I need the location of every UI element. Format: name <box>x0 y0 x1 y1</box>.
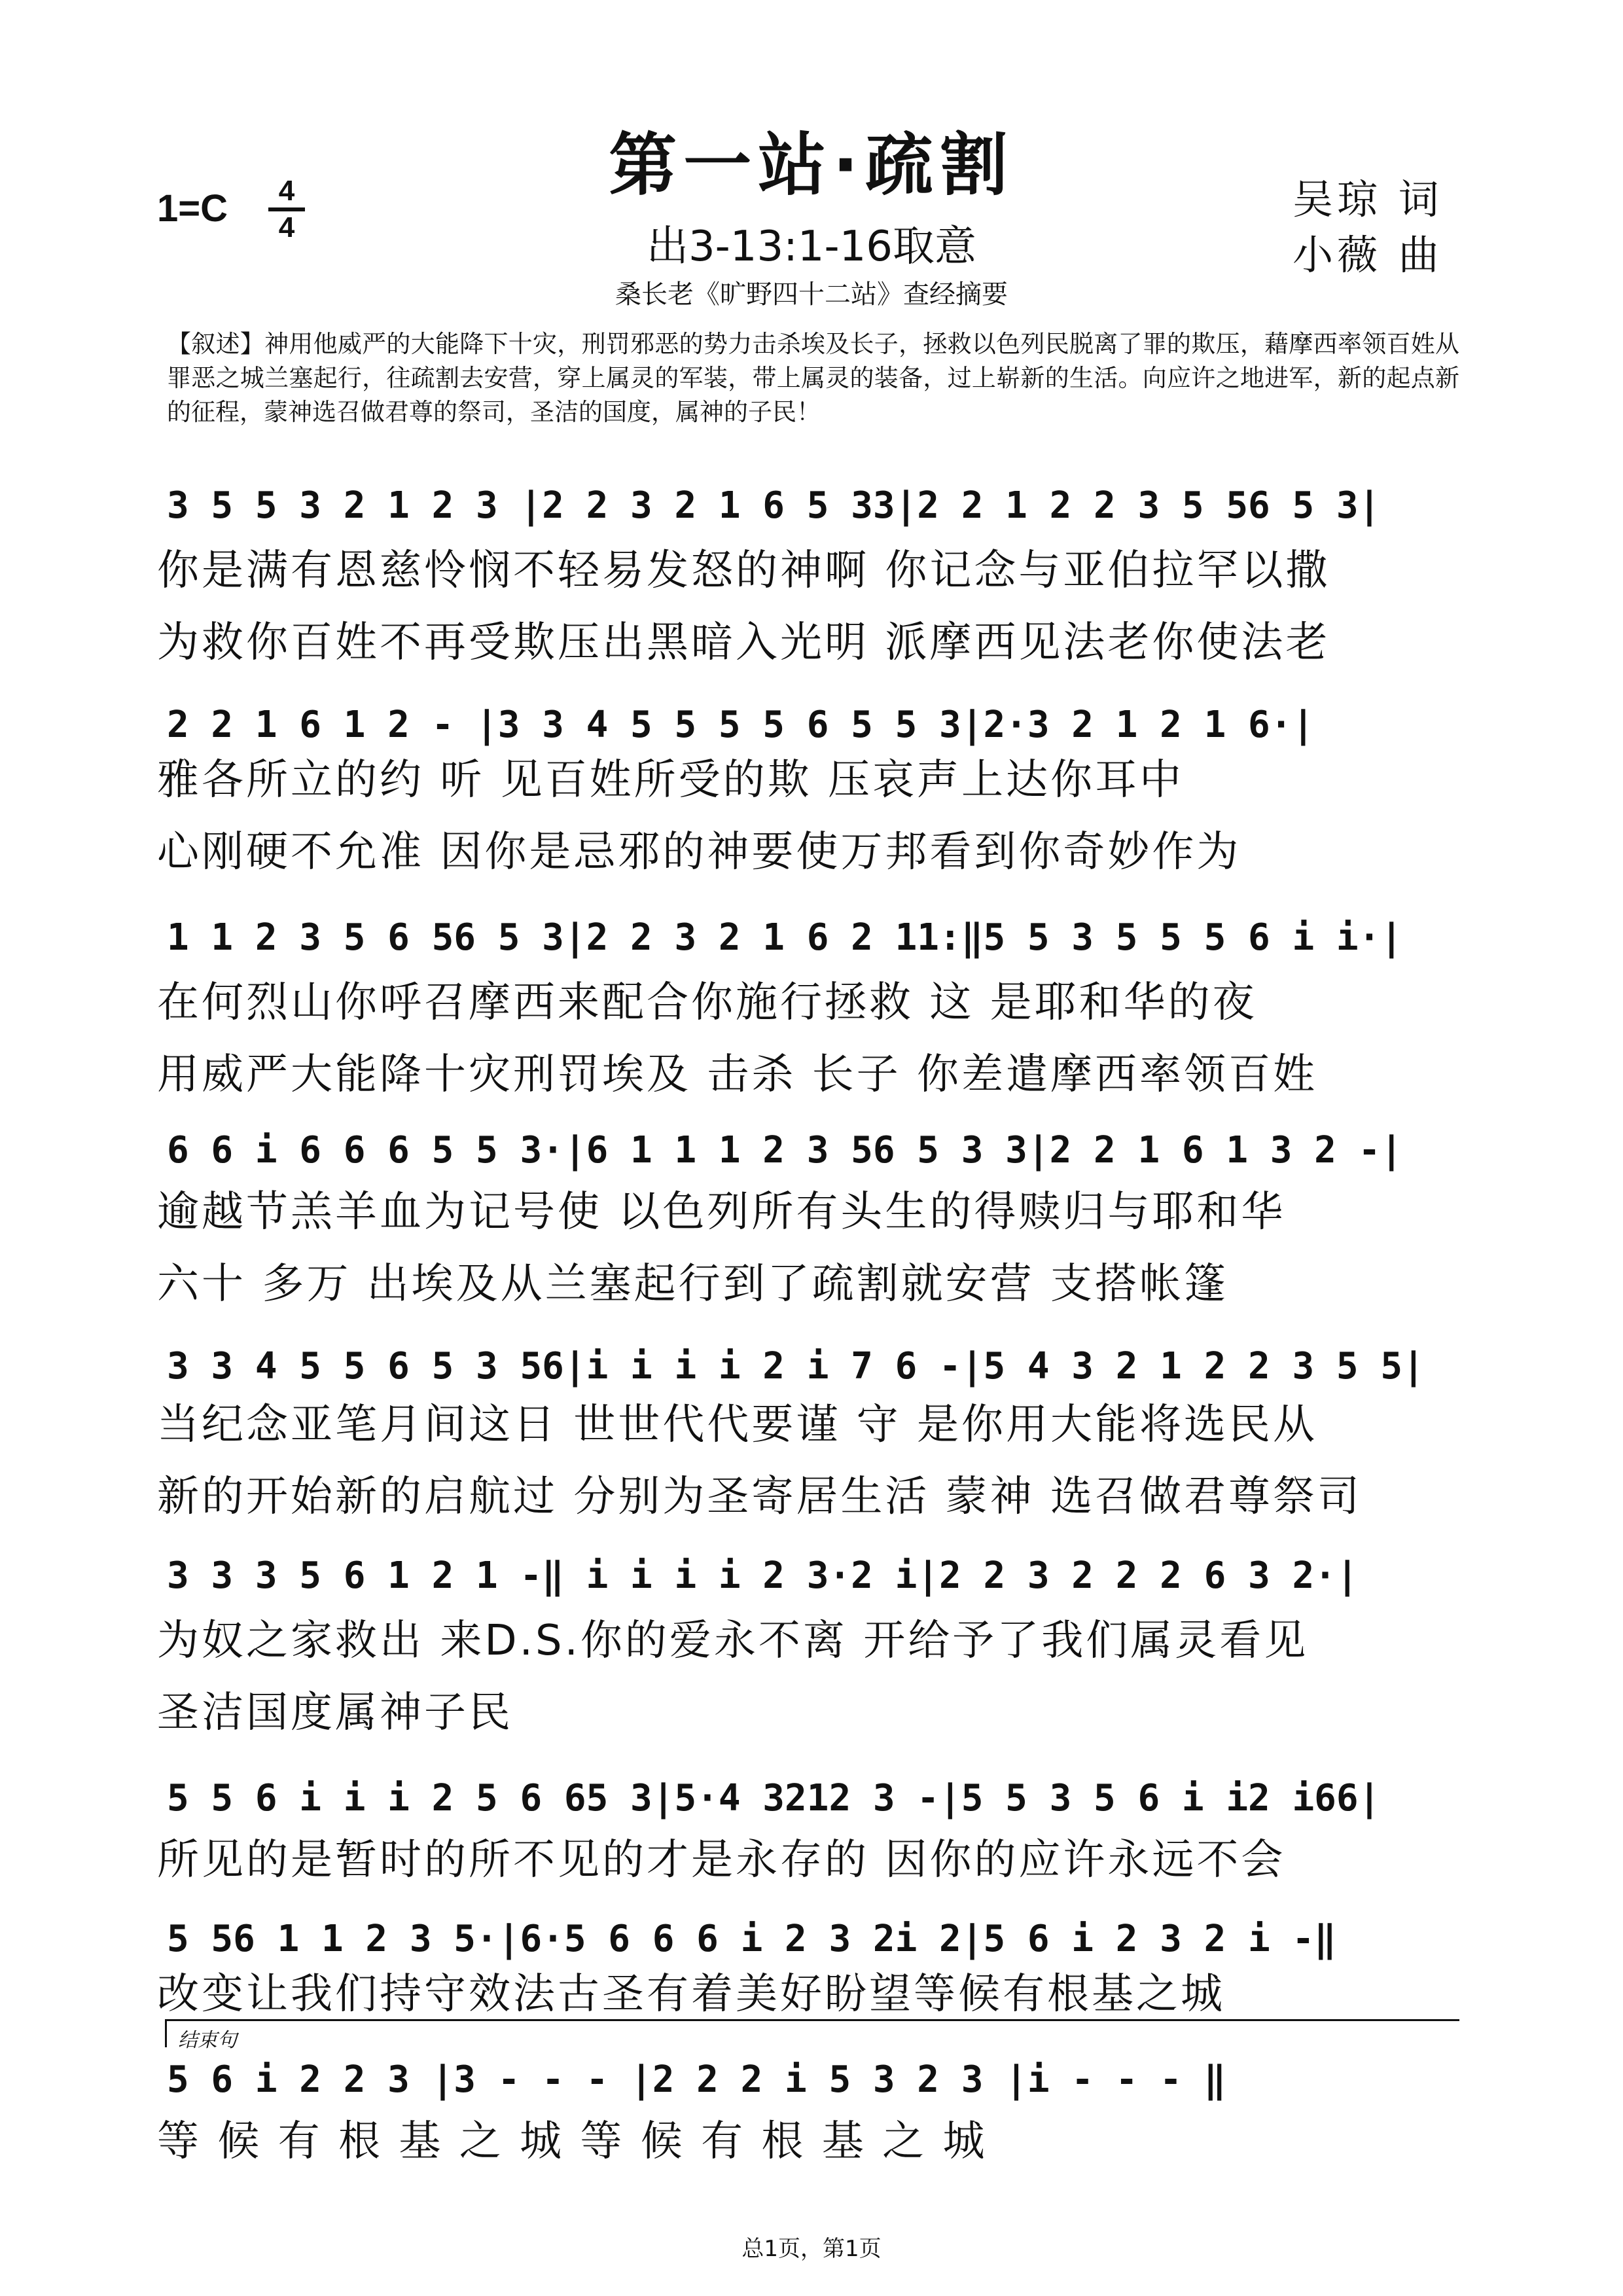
ending-bracket <box>165 2019 1459 2047</box>
page-footer: 总1页，第1页 <box>741 2236 882 2262</box>
notation-line-7: 5 5 6 i i i 2 5 6 65 3|5·4 3212 3 -|5 5 3 5 6 i i2 i66| <box>167 1777 1381 1820</box>
song-title: 第一站·疏割 <box>609 125 1014 205</box>
reference-note: 桑长老《旷野四十二站》查经摘要 <box>615 279 1008 310</box>
time-signature-top: 4 <box>278 175 295 207</box>
lyric-line-6-verse-2: 圣洁国度属神子民 <box>157 1689 513 1737</box>
ending-label: 结束句 <box>178 2029 237 2052</box>
lyric-line-4-verse-2: 六十 多万 出埃及从兰塞起行到了疏割就安营 支搭帐篷 <box>157 1260 1229 1308</box>
lyric-line-2-verse-2: 心刚硬不允准 因你是忌邪的神要使万邦看到你奇妙作为 <box>157 828 1241 876</box>
lyric-line-9: 等 候 有 根 基 之 城 等 候 有 根 基 之 城 <box>157 2117 988 2166</box>
narration-paragraph: 【叙述】神用他威严的大能降下十灾，刑罚邪恶的势力击杀埃及长子，拯救以色列民脱离了罪的欺压，藉摩西率领百姓从罪恶之城兰塞起行，往疏割去安营，穿上属灵的军装，带上属灵的装备，过上崭新的生活。向应许之地进军，新的起点新的征程，蒙神选召做君尊的祭司，圣洁的国度，属神的子民！ <box>167 330 1459 426</box>
key-signature: 1=C <box>157 187 228 230</box>
lyric-line-7: 所见的是暂时的所不见的才是永存的 因你的应许永远不会 <box>157 1836 1286 1884</box>
lyric-line-5-verse-2: 新的开始新的启航过 分别为圣寄居生活 蒙神 选召做君尊祭司 <box>157 1473 1363 1521</box>
lyric-line-2-verse-1: 雅各所立的约 听 见百姓所受的欺 压哀声上达你耳中 <box>157 756 1185 804</box>
notation-line-8: 5 56 1 1 2 3 5·|6·5 6 6 6 i 2 3 2i 2|5 6 i 2 3 2 i -‖ <box>167 1918 1336 1960</box>
composer-credit: 小薇 曲 <box>1293 231 1443 279</box>
lyric-line-1-verse-2: 为救你百姓不再受欺压出黑暗入光明 派摩西见法老你使法老 <box>157 619 1330 667</box>
notation-line-3: 1 1 2 3 5 6 56 5 3|2 2 3 2 1 6 2 11:‖5 5 3 5 5 5 6 i i·| <box>167 916 1403 959</box>
scripture-source: 出3-13:1-16取意 <box>646 223 977 271</box>
lyric-line-8: 改变让我们持守效法古圣有着美好盼望等候有根基之城 <box>157 1970 1225 2018</box>
lyric-line-6-verse-1: 为奴之家救出 来D.S.你的爱永不离 开给予了我们属灵看见 <box>157 1617 1309 1665</box>
lyric-line-4-verse-1: 逾越节羔羊血为记号使 以色列所有头生的得赎归与耶和华 <box>157 1188 1286 1236</box>
lyric-line-1-verse-1: 你是满有恩慈怜悯不轻易发怒的神啊 你记念与亚伯拉罕以撒 <box>157 547 1330 595</box>
lyric-line-5-verse-1: 当纪念亚笔月间这日 世世代代要谨 守 是你用大能将选民从 <box>157 1401 1318 1449</box>
lyricist-credit: 吴琼 词 <box>1293 175 1443 223</box>
lyric-line-3-verse-1: 在何烈山你呼召摩西来配合你施行拯救 这 是耶和华的夜 <box>157 978 1257 1027</box>
notation-line-9: 5 6 i 2 2 3 |3 - - - |2 2 2 i 5 3 2 3 |i - - - ‖ <box>167 2058 1226 2101</box>
notation-line-4: 6 6 i 6 6 6 5 5 3·|6 1 1 1 2 3 56 5 3 3|2 2 1 6 1 3 2 -| <box>167 1129 1403 1172</box>
notation-line-1: 3 5 5 3 2 1 2 3 |2 2 3 2 1 6 5 33|2 2 1 2 2 3 5 56 5 3| <box>167 484 1381 527</box>
notation-line-5: 3 3 4 5 5 6 5 3 56|i i i i 2 i 7 6 -|5 4 3 2 1 2 2 3 5 5| <box>167 1345 1425 1388</box>
time-signature-bottom: 4 <box>278 211 295 243</box>
notation-line-2: 2 2 1 6 1 2 - |3 3 4 5 5 5 5 6 5 5 3|2·3 2 1 2 1 6·| <box>167 704 1315 746</box>
lyric-line-3-verse-2: 用威严大能降十灾刑罚埃及 击杀 长子 你差遣摩西率领百姓 <box>157 1050 1318 1099</box>
notation-line-6: 3 3 3 5 6 1 2 1 -‖ i i i i 2 3·2 i|2 2 3 2 2 2 6 3 2·| <box>167 1554 1359 1597</box>
